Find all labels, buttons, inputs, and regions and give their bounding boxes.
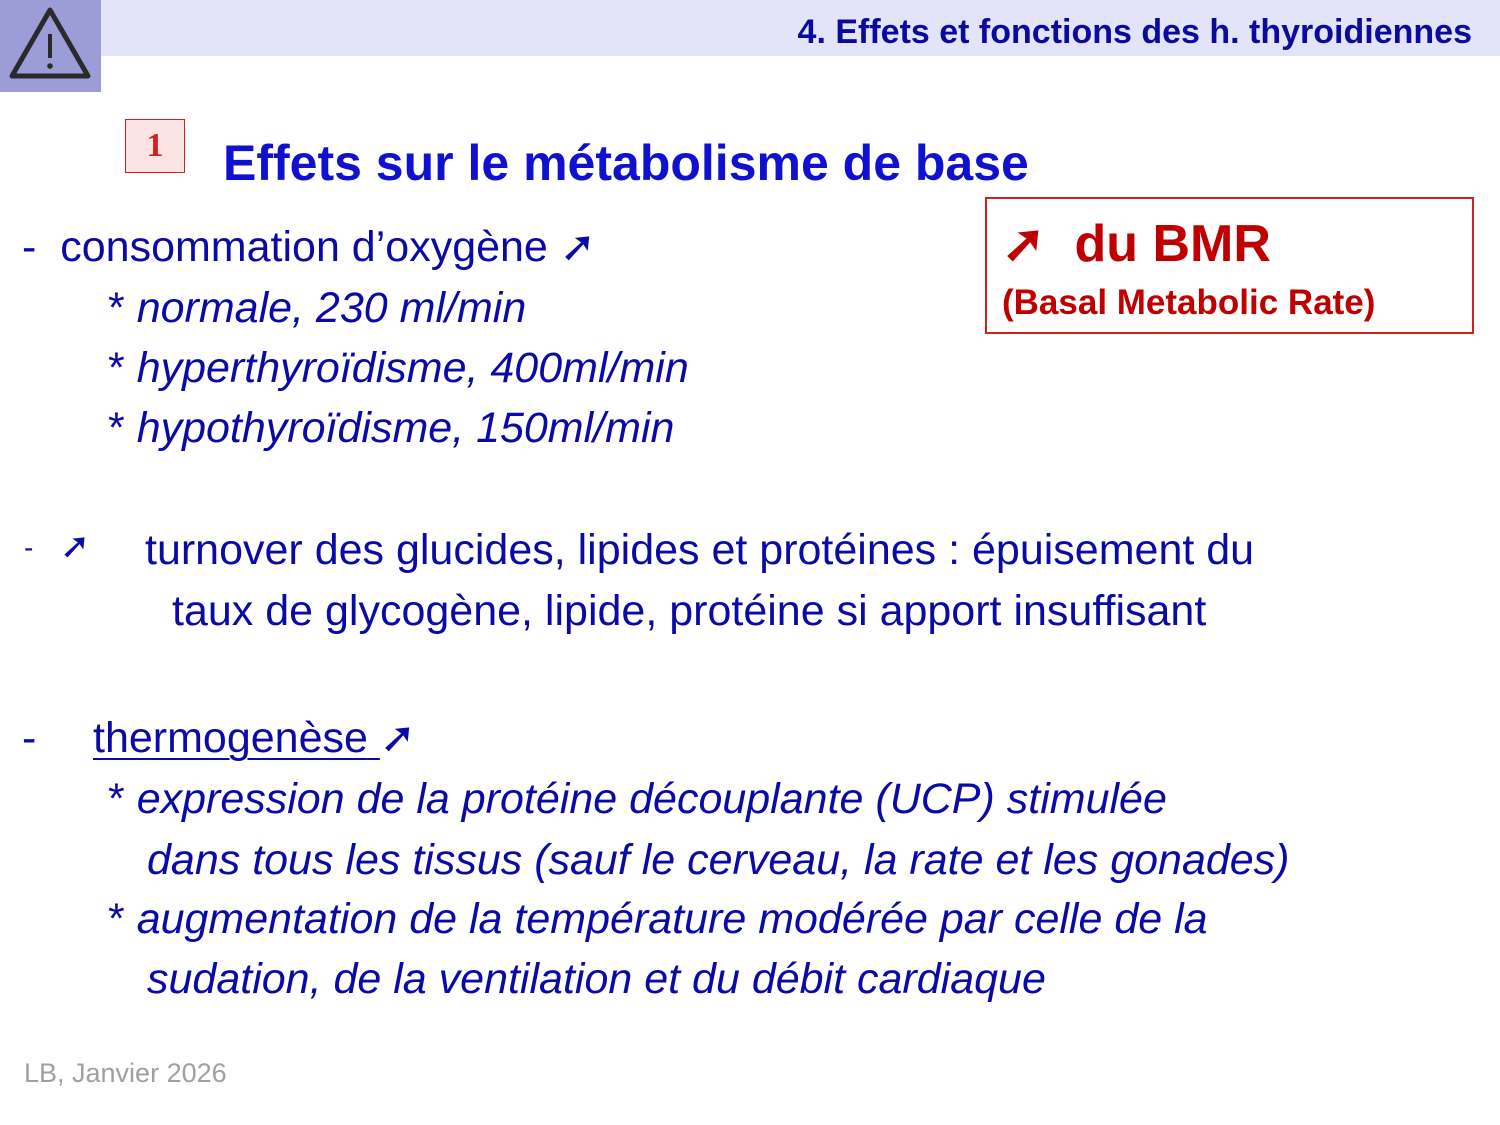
oxygen-item-text: normale, 230 ml/min — [136, 284, 527, 332]
thermo-item-2-line-2: sudation, de la ventilation et du débit cardiaque — [147, 955, 1046, 1003]
increase-arrow-icon: ➚ — [379, 714, 416, 762]
thermo-item-1-line-1 — [108, 775, 1167, 823]
bmr-label: du BMR — [1074, 215, 1271, 273]
bullet-dash: - — [22, 223, 37, 271]
oxygen-label: consommation d’oxygène — [60, 223, 548, 271]
thermo-label-text: thermogenèse — [93, 714, 368, 762]
bmr-main-text — [1002, 214, 1271, 274]
increase-arrow-icon: ➚ — [60, 525, 91, 566]
bmr-subtitle: (Basal Metabolic Rate) — [1002, 283, 1376, 322]
warning-triangle-icon — [8, 6, 92, 82]
thermo-item-1-line-2: dans tous les tissus (sauf le cerveau, la rate et les gonades) — [147, 836, 1290, 884]
oxygen-bullet — [22, 223, 596, 271]
thermo-item-text: expression de la protéine découplante (UCP) stimulée — [136, 775, 1167, 823]
star-marker: * — [108, 895, 125, 943]
turnover-line-2: taux de glycogène, lipide, protéine si apport insuffisant — [172, 587, 1207, 635]
star-marker: * — [108, 404, 125, 452]
thermo-label — [93, 714, 416, 762]
increase-arrow-icon: ➚ — [559, 223, 596, 271]
star-marker: * — [108, 284, 125, 332]
oxygen-item-text: hypothyroïdisme, 150ml/min — [136, 404, 675, 452]
oxygen-item-2 — [108, 344, 689, 392]
thermo-item-2-line-1 — [108, 895, 1208, 943]
star-marker: * — [108, 344, 125, 392]
turnover-line-1: turnover des glucides, lipides et protéines : épuisement du — [145, 526, 1255, 574]
thermo-dash: - — [22, 714, 37, 762]
thermo-item-text: augmentation de la température modérée par celle de la — [136, 895, 1208, 943]
oxygen-item-1 — [108, 284, 527, 332]
star-marker: * — [108, 775, 125, 823]
oxygen-item-3 — [108, 404, 675, 452]
header-title: 4. Effets et fonctions des h. thyroidiennes — [797, 13, 1472, 51]
footer-text: LB, Janvier 2026 — [24, 1058, 227, 1088]
section-title: Effets sur le métabolisme de base — [223, 135, 1029, 191]
increase-arrow-icon: ➚ — [1002, 215, 1046, 273]
oxygen-item-text: hyperthyroïdisme, 400ml/min — [136, 344, 689, 392]
section-number-badge: 1 — [125, 119, 185, 173]
turnover-dash: - — [24, 532, 34, 563]
warning-icon-box — [0, 0, 101, 92]
